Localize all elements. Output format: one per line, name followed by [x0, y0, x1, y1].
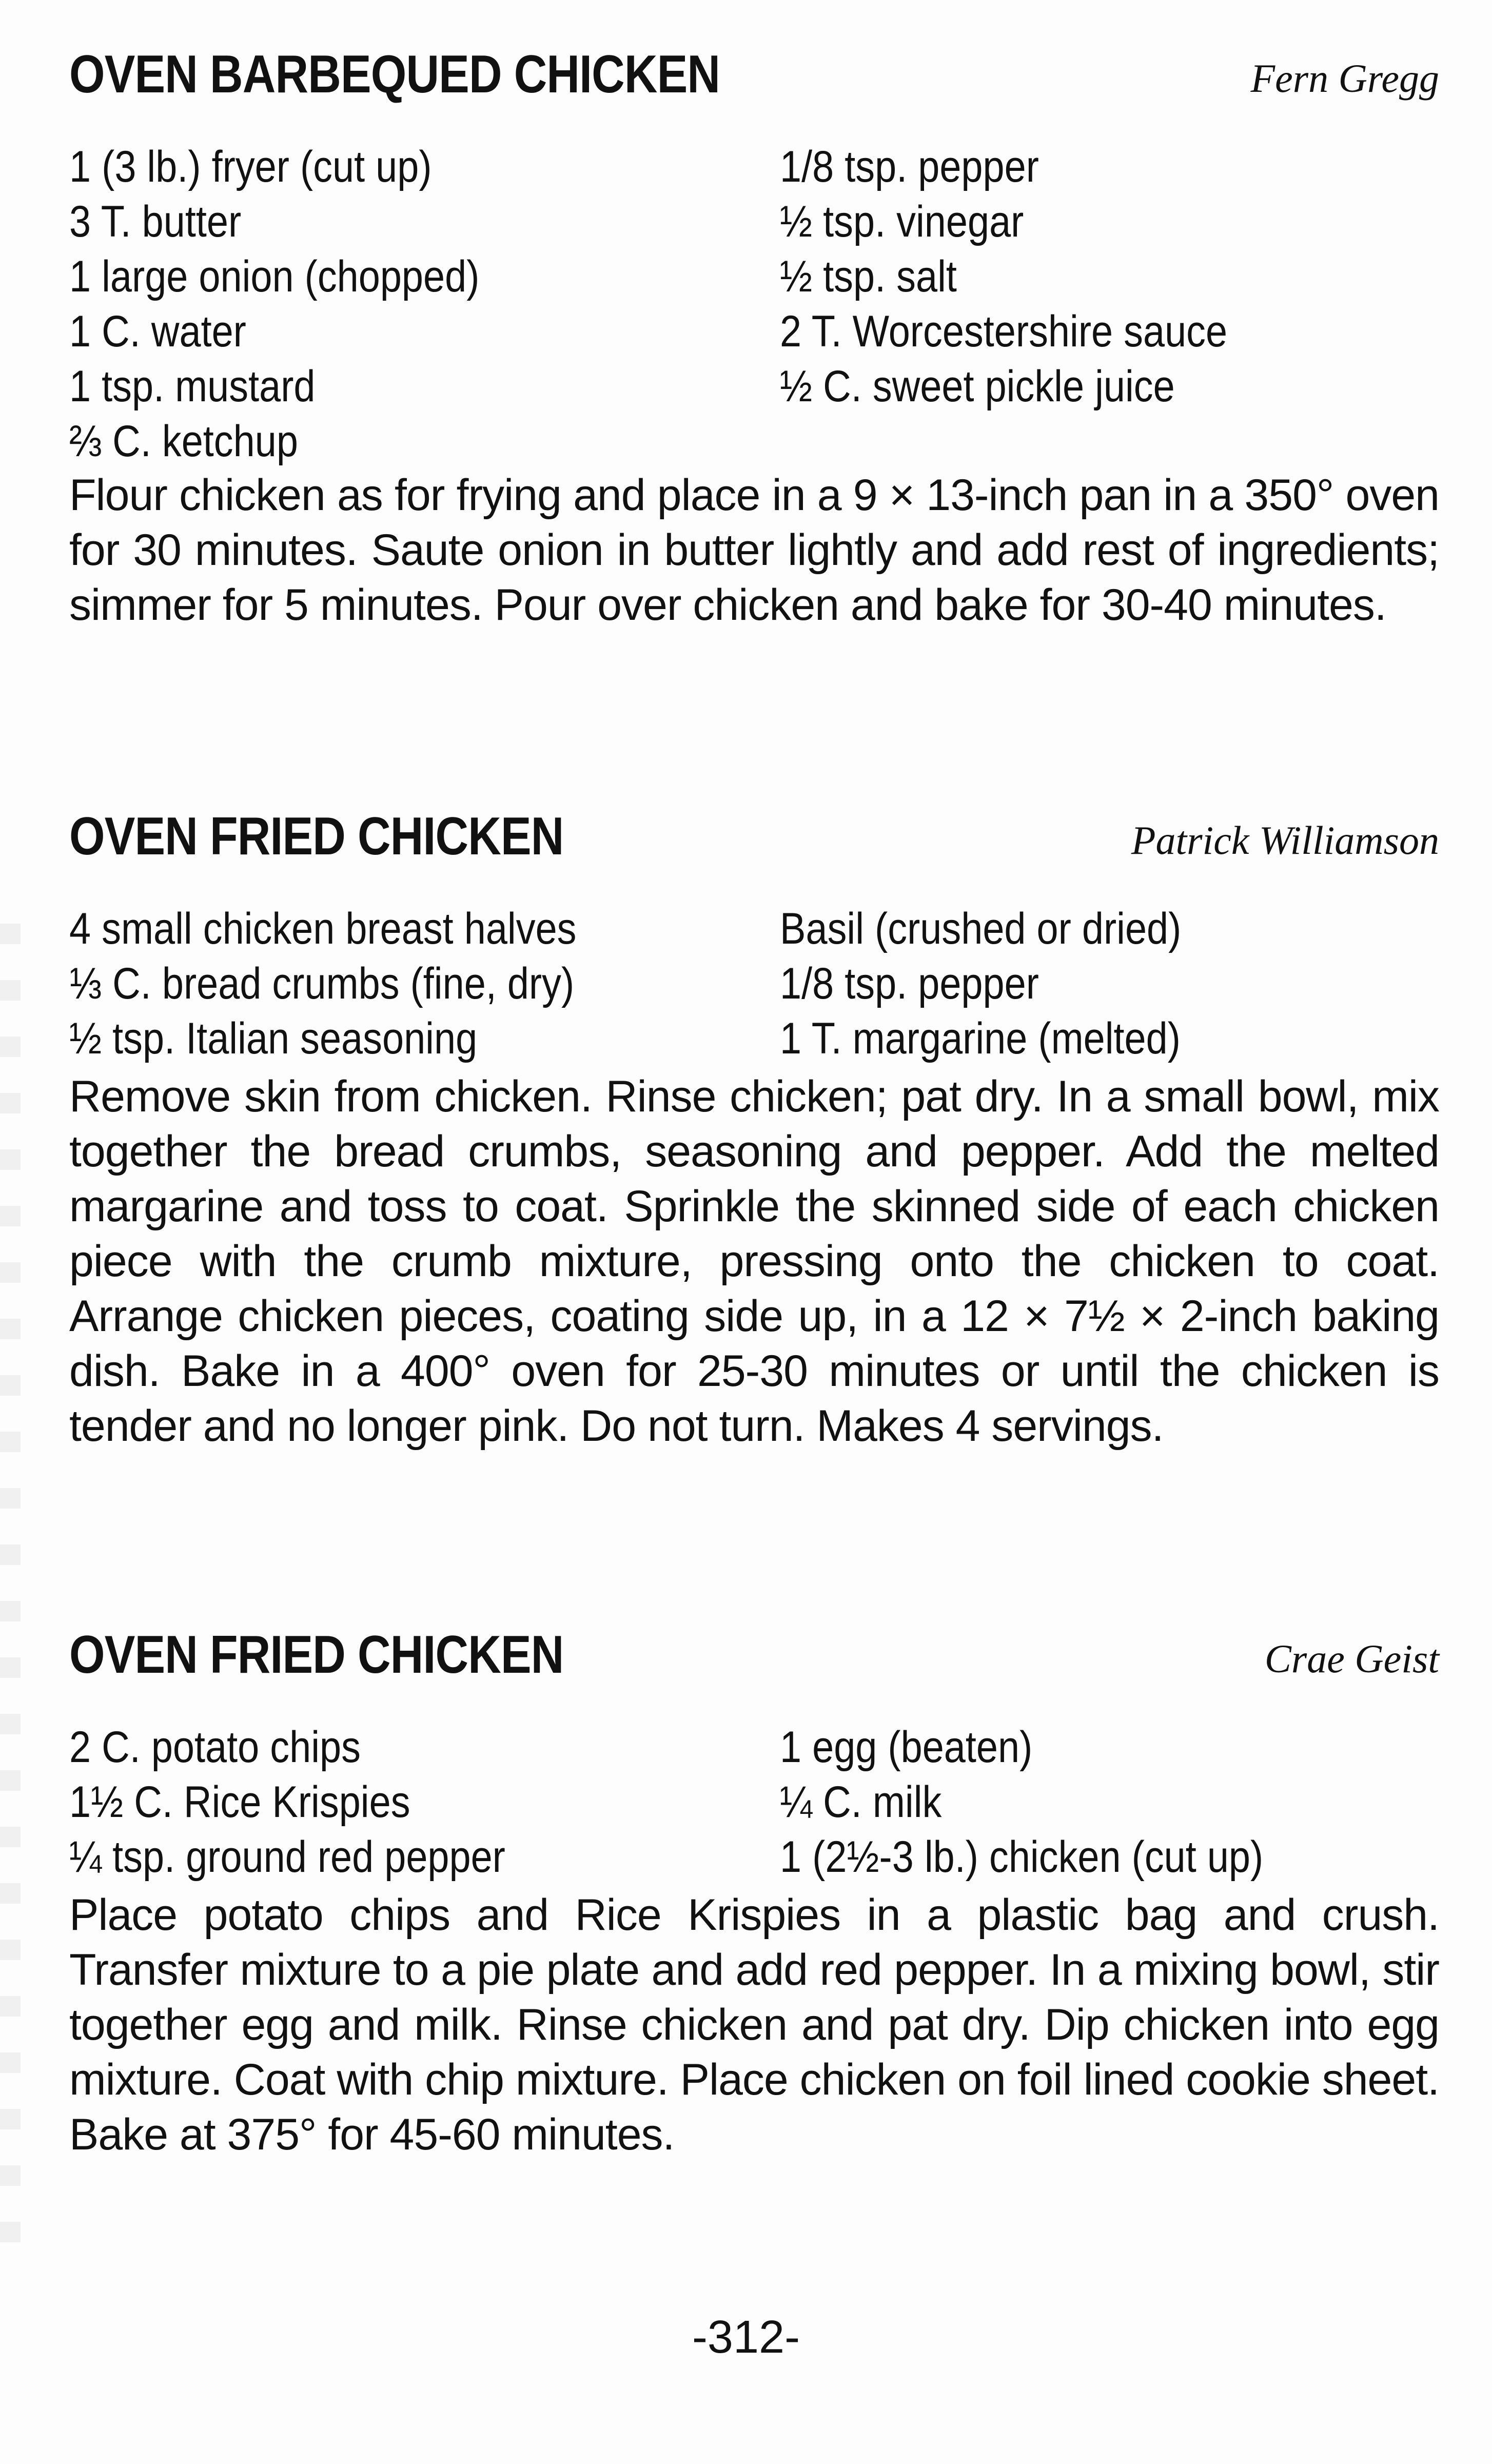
- ingredient: 1/8 tsp. pepper: [780, 142, 1039, 191]
- recipe-author: Patrick Williamson: [1131, 818, 1439, 863]
- ingredient: 1 (2½-3 lb.) chicken (cut up): [780, 1832, 1264, 1882]
- ingredients-list: [69, 1720, 1439, 1888]
- recipe-directions: Remove skin from chicken. Rinse chicken; pat dry. In a small bowl, mix together the bread crumbs, seasoning and pepper. Add the melted margarine and toss to coat. Sprinkle the skinned side of each chicken piece with the crumb mixture, pressing onto the chicken to coat. Arrange chicken pieces, coating side up, in a 12 × 7½ × 2-inch baking dish. Bake in a 400° oven for 25-30 minutes or until the chicken is tender and no longer pink. Do not turn. Makes 4 servings.: [69, 1072, 1439, 1451]
- recipe-author: Crae Geist: [1264, 1636, 1439, 1681]
- ingredient: 2 C. potato chips: [69, 1723, 361, 1772]
- ingredient: ⅓ C. bread crumbs (fine, dry): [69, 959, 575, 1008]
- ingredient: 1 (3 lb.) fryer (cut up): [69, 142, 432, 191]
- ingredient: ½ C. sweet pickle juice: [780, 362, 1175, 411]
- ingredient: ¼ C. milk: [780, 1777, 942, 1827]
- show-through-texture: [0, 924, 21, 2258]
- ingredient: 2 T. Worcestershire sauce: [780, 307, 1228, 356]
- recipe-oven-fried-chicken-2: [69, 1621, 1439, 2162]
- ingredients-list: [69, 140, 1439, 468]
- ingredient: ½ tsp. vinegar: [780, 197, 1024, 246]
- recipe-header: [69, 41, 1439, 108]
- page-number: -312-: [692, 2312, 800, 2363]
- recipe-oven-barbequed-chicken: [69, 41, 1439, 633]
- ingredients-left-column: [69, 902, 788, 1066]
- recipe-title: OVEN FRIED CHICKEN: [69, 807, 564, 866]
- ingredient: ¼ tsp. ground red pepper: [69, 1832, 505, 1882]
- ingredient: 1 tsp. mustard: [69, 362, 316, 411]
- ingredient: 1 C. water: [69, 307, 246, 356]
- recipe-directions: Flour chicken as for frying and place in a 9 × 13-inch pan in a 350° oven for 30 minutes. Saute onion in butter lightly and add rest of ingredients; simmer for 5 minutes. Pour over chicken and bake for 30-40 minutes.: [69, 471, 1439, 630]
- ingredient: 1 egg (beaten): [780, 1723, 1033, 1772]
- ingredient: 1 T. margarine (melted): [780, 1014, 1181, 1063]
- recipe-header: [69, 1621, 1439, 1688]
- recipe-header: [69, 803, 1439, 870]
- recipe-directions: Place potato chips and Rice Krispies in a plastic bag and crush. Transfer mixture to a pie plate and add red pepper. In a mixing bowl, stir together egg and milk. Rinse chicken and pat dry. Dip chicken into egg mixture. Coat with chip mixture. Place chicken on foil lined cookie sheet. Bake at 375° for 45-60 minutes.: [69, 1890, 1439, 2159]
- ingredient: ⅔ C. ketchup: [69, 417, 298, 466]
- ingredients-right-column: [780, 140, 1492, 414]
- ingredients-list: [69, 902, 1439, 1069]
- ingredients-left-column: [69, 140, 788, 469]
- ingredient: ½ tsp. salt: [780, 252, 957, 301]
- ingredient: 3 T. butter: [69, 197, 242, 246]
- ingredient: 1/8 tsp. pepper: [780, 959, 1039, 1008]
- ingredients-right-column: [780, 902, 1492, 1066]
- ingredient: 4 small chicken breast halves: [69, 904, 577, 953]
- ingredient: ½ tsp. Italian seasoning: [69, 1014, 478, 1063]
- recipe-author: Fern Gregg: [1250, 56, 1439, 101]
- ingredient: 1 large onion (chopped): [69, 252, 480, 301]
- ingredient: 1½ C. Rice Krispies: [69, 1777, 410, 1827]
- recipe-title: OVEN BARBEQUED CHICKEN: [69, 45, 720, 104]
- recipe-oven-fried-chicken-1: [69, 803, 1439, 1454]
- recipe-title: OVEN FRIED CHICKEN: [69, 1625, 564, 1685]
- ingredient: Basil (crushed or dried): [780, 904, 1182, 953]
- ingredients-left-column: [69, 1720, 788, 1885]
- ingredients-right-column: [780, 1720, 1492, 1885]
